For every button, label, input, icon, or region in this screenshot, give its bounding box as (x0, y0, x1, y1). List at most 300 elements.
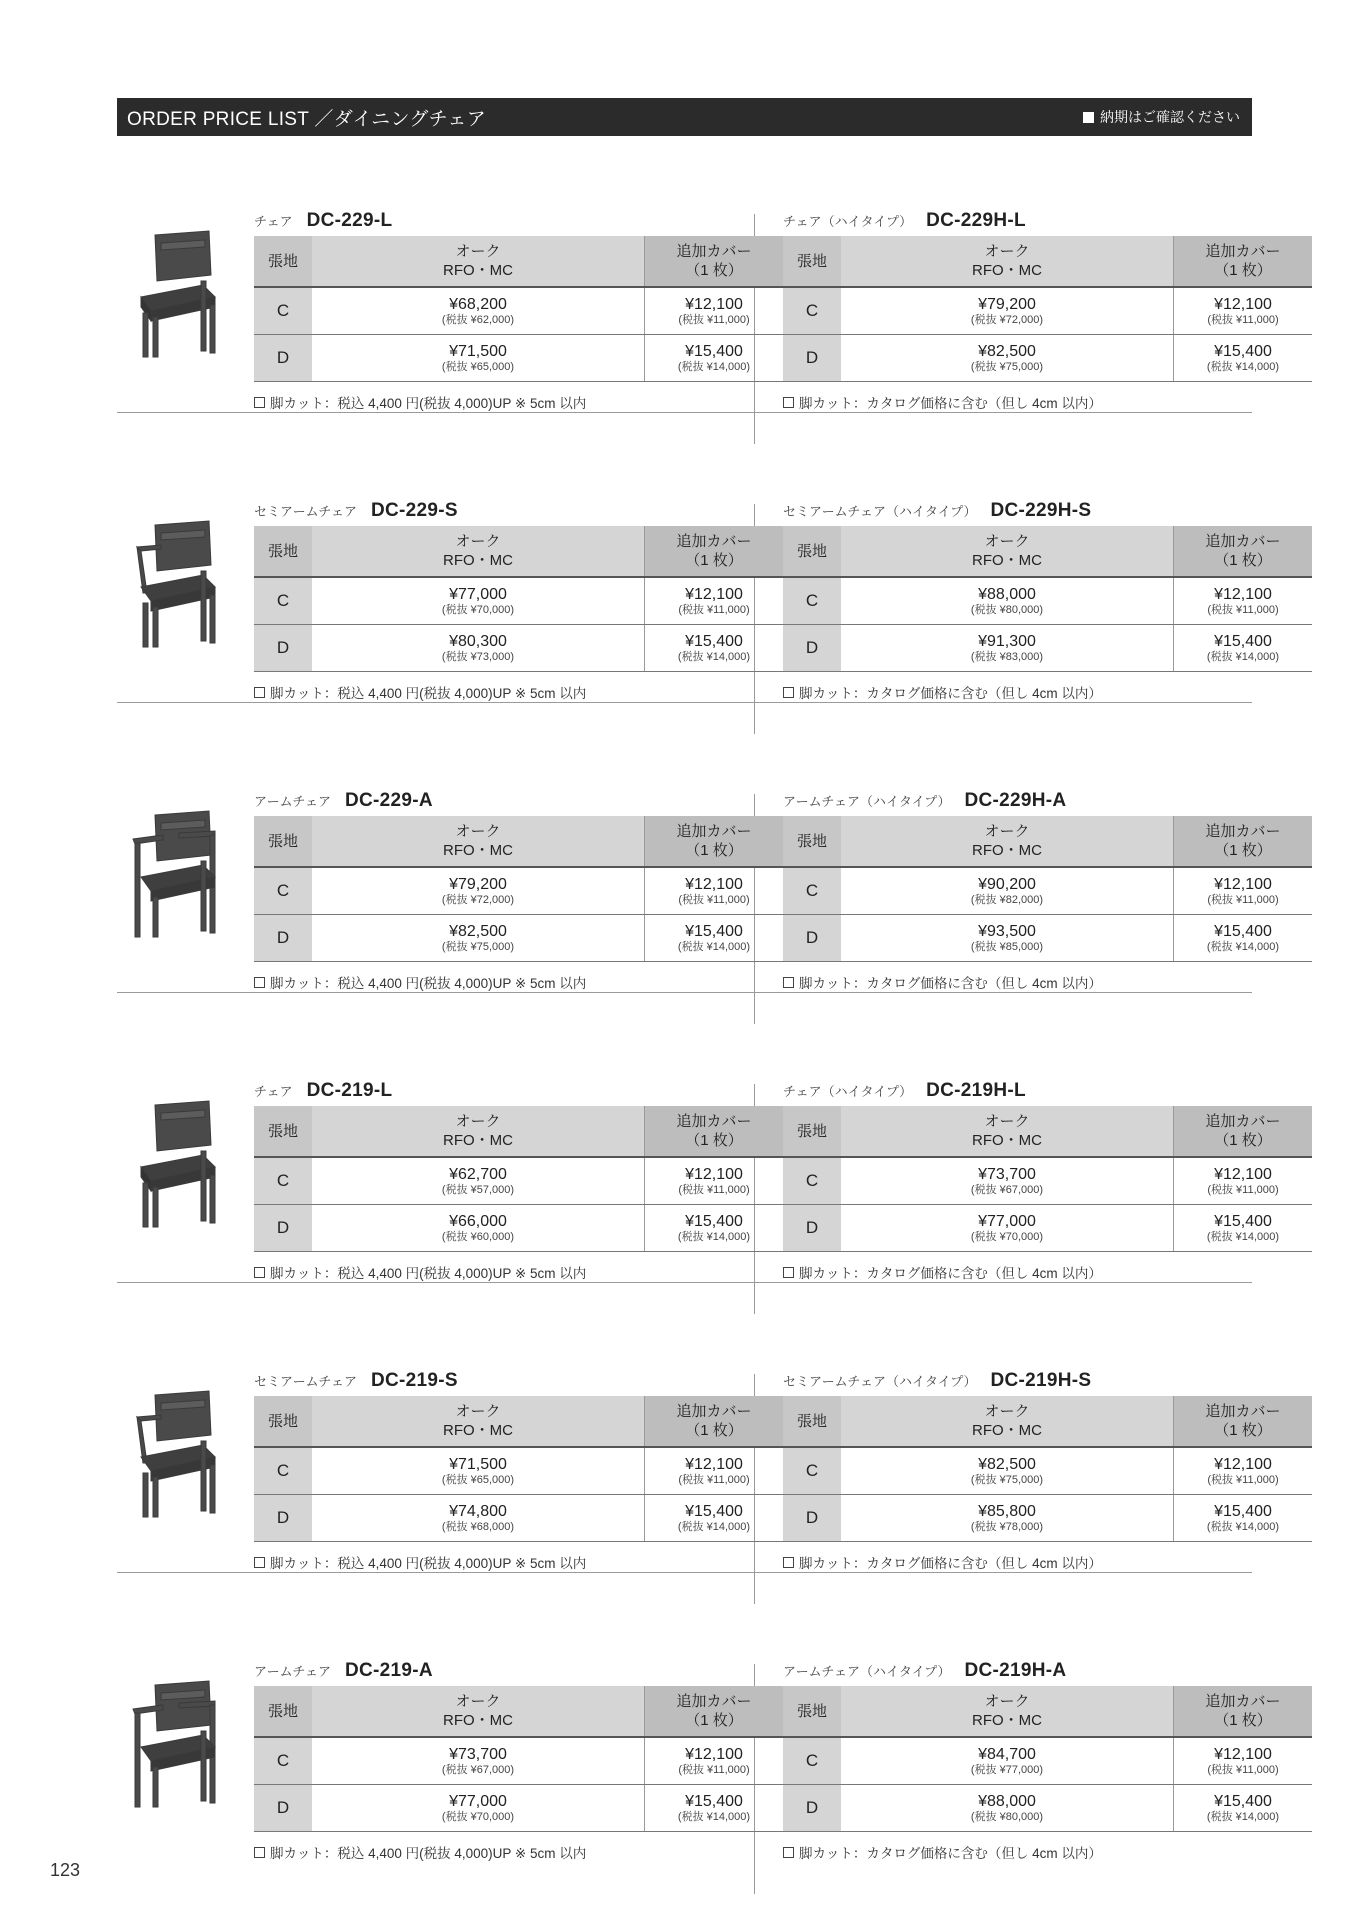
checkbox-icon (254, 1847, 265, 1858)
cover-header-line2: （1 枚） (1214, 842, 1272, 859)
price-table-header (254, 526, 783, 577)
square-bullet-icon (1083, 112, 1094, 123)
cover-header-line1: 追加カバー (1205, 1403, 1281, 1420)
cover-header-line1: 追加カバー (1205, 1693, 1281, 1710)
fabric-grade: C (254, 1447, 312, 1495)
oak-price: ¥93,500 (978, 923, 1036, 940)
fabric-header: 張地 (254, 1106, 312, 1157)
oak-header-line2: RFO・MC (972, 1132, 1042, 1149)
product-high-type (783, 500, 1281, 702)
table-row (783, 625, 1312, 672)
price-table-header (254, 816, 783, 867)
page-title: ORDER PRICE LIST ／ダイニングチェア (127, 108, 487, 130)
oak-header-line1: オーク (455, 1113, 501, 1130)
cover-header-line2: （1 枚） (685, 842, 743, 859)
oak-price-cell (841, 867, 1174, 915)
page-number: 123 (50, 1860, 81, 1880)
cover-price-cell (645, 1495, 784, 1542)
cover-price-ex-tax: (税抜 ¥11,000) (678, 604, 750, 616)
model-heading (254, 500, 724, 524)
price-table (254, 526, 783, 672)
price-table (254, 816, 783, 962)
model-heading (783, 210, 1253, 234)
oak-price-cell (312, 287, 645, 335)
oak-price-ex-tax: (税抜 ¥78,000) (970, 1521, 1044, 1533)
cover-header-line1: 追加カバー (1205, 823, 1281, 840)
product-high-type (783, 1660, 1281, 1862)
oak-price: ¥82,500 (978, 1456, 1036, 1473)
leg-cut-note (254, 392, 724, 412)
oak-price-cell (841, 577, 1174, 625)
fabric-grade: D (254, 915, 312, 962)
oak-price: ¥73,700 (449, 1746, 507, 1763)
oak-header-line1: オーク (984, 533, 1030, 550)
oak-header-line2: RFO・MC (972, 1712, 1042, 1729)
fabric-grade: D (783, 335, 841, 382)
oak-price-cell (312, 625, 645, 672)
table-row (783, 335, 1312, 382)
oak-header-line1: オーク (984, 1403, 1030, 1420)
product-high-type (783, 210, 1281, 412)
oak-price: ¥80,300 (449, 633, 507, 650)
oak-price: ¥82,500 (449, 923, 507, 940)
table-row (783, 577, 1312, 625)
model-code: DC-219-A (344, 1660, 433, 1681)
fabric-grade: C (783, 577, 841, 625)
cover-price: ¥12,100 (685, 296, 743, 313)
table-row (254, 867, 783, 915)
chair-no-arm-icon (117, 225, 237, 365)
cover-header-line1: 追加カバー (676, 533, 752, 550)
fabric-header: 張地 (783, 526, 841, 577)
fabric-grade: D (254, 1495, 312, 1542)
model-code: DC-219H-L (926, 1080, 1026, 1101)
cover-price: ¥12,100 (685, 1456, 743, 1473)
cover-header-line1: 追加カバー (1205, 243, 1281, 260)
cover-price-cell (645, 1447, 784, 1495)
fabric-grade: C (783, 867, 841, 915)
oak-header (312, 236, 645, 287)
oak-price-cell (841, 915, 1174, 962)
cover-price-cell (645, 625, 784, 672)
price-table (254, 1106, 783, 1252)
product-section (117, 440, 1281, 730)
leg-cut-note-text: 脚カット：カタログ価格に含む（但し 4cm 以内） (799, 976, 1102, 991)
fabric-header: 張地 (783, 236, 841, 287)
cover-header (1174, 1396, 1313, 1447)
cover-price: ¥12,100 (1214, 1746, 1272, 1763)
oak-header (312, 1396, 645, 1447)
oak-header-line2: RFO・MC (972, 552, 1042, 569)
leg-cut-note (783, 1842, 1253, 1862)
cover-price: ¥15,400 (685, 1503, 743, 1520)
cover-price-ex-tax: (税抜 ¥14,000) (1206, 1231, 1280, 1243)
oak-header (312, 1106, 645, 1157)
oak-price-ex-tax: (税抜 ¥65,000) (441, 361, 515, 373)
oak-header-line1: オーク (984, 1113, 1030, 1130)
leg-cut-note-text: 脚カット：カタログ価格に含む（但し 4cm 以内） (799, 686, 1102, 701)
cover-header-line2: （1 枚） (685, 552, 743, 569)
cover-price-ex-tax: (税抜 ¥11,000) (678, 1184, 750, 1196)
cover-header (1174, 526, 1313, 577)
fabric-grade: C (254, 1157, 312, 1205)
table-row (254, 1447, 783, 1495)
model-heading (254, 1080, 724, 1104)
cover-price: ¥15,400 (685, 633, 743, 650)
model-code: DC-219-S (370, 1370, 458, 1391)
cover-price: ¥15,400 (685, 343, 743, 360)
price-table-header (254, 1396, 783, 1447)
cover-price-cell (1174, 1495, 1313, 1542)
price-table (254, 1396, 783, 1542)
cover-header (1174, 236, 1313, 287)
cover-price: ¥12,100 (685, 876, 743, 893)
cover-price: ¥12,100 (1214, 586, 1272, 603)
fabric-grade: C (254, 867, 312, 915)
price-table (783, 1106, 1312, 1252)
leg-cut-note-text: 脚カット：カタログ価格に含む（但し 4cm 以内） (799, 1266, 1102, 1281)
leg-cut-note (783, 392, 1253, 412)
leg-cut-note-text: 脚カット：税込 4,400 円(税抜 4,000)UP ※ 5cm 以内 (270, 1266, 587, 1281)
fabric-grade: D (254, 1785, 312, 1832)
leg-cut-note (783, 682, 1253, 702)
model-type: セミアームチェア (254, 504, 357, 519)
cover-price: ¥15,400 (685, 1793, 743, 1810)
fabric-grade: D (254, 335, 312, 382)
model-code: DC-219-L (306, 1080, 393, 1101)
oak-header (841, 1396, 1174, 1447)
cover-price-cell (1174, 625, 1313, 672)
cover-price-cell (1174, 867, 1313, 915)
product-standard (254, 210, 752, 412)
cover-price-cell (645, 867, 784, 915)
leg-cut-note (783, 1552, 1253, 1572)
cover-header-line2: （1 枚） (685, 1712, 743, 1729)
table-row (254, 1157, 783, 1205)
product-standard (254, 1080, 752, 1282)
price-table (783, 236, 1312, 382)
cover-header-line1: 追加カバー (676, 1403, 752, 1420)
oak-price-ex-tax: (税抜 ¥77,000) (970, 1764, 1044, 1776)
leg-cut-note-text: 脚カット：税込 4,400 円(税抜 4,000)UP ※ 5cm 以内 (270, 396, 587, 411)
oak-price-ex-tax: (税抜 ¥70,000) (970, 1231, 1044, 1243)
oak-price: ¥71,500 (449, 343, 507, 360)
model-type: アームチェア（ハイタイプ） (783, 794, 951, 809)
cover-price-ex-tax: (税抜 ¥11,000) (1207, 1474, 1279, 1486)
cover-header (645, 816, 784, 867)
fabric-header: 張地 (783, 1686, 841, 1737)
oak-price-cell (312, 915, 645, 962)
cover-price-cell (645, 1157, 784, 1205)
oak-price-cell (841, 625, 1174, 672)
cover-header-line2: （1 枚） (1214, 1132, 1272, 1149)
fabric-header: 張地 (783, 1106, 841, 1157)
price-list-header (117, 98, 1252, 136)
checkbox-icon (254, 1267, 265, 1278)
oak-price-cell (312, 1205, 645, 1252)
cover-price-ex-tax: (税抜 ¥11,000) (1207, 604, 1279, 616)
cover-price-cell (1174, 1785, 1313, 1832)
fabric-grade: C (783, 1447, 841, 1495)
cover-price-ex-tax: (税抜 ¥11,000) (678, 1474, 750, 1486)
price-table (783, 816, 1312, 962)
cover-price: ¥15,400 (1214, 343, 1272, 360)
cover-price-ex-tax: (税抜 ¥11,000) (678, 314, 750, 326)
cover-price-ex-tax: (税抜 ¥14,000) (1206, 1521, 1280, 1533)
oak-header (841, 816, 1174, 867)
fabric-header: 張地 (254, 1686, 312, 1737)
model-code: DC-229H-L (926, 210, 1026, 231)
checkbox-icon (783, 397, 794, 408)
price-table (783, 1686, 1312, 1832)
section-separator (117, 1282, 1252, 1283)
oak-header (841, 236, 1174, 287)
model-heading (254, 1370, 724, 1394)
product-standard (254, 1660, 752, 1862)
product-high-type (783, 790, 1281, 992)
fabric-header: 張地 (254, 236, 312, 287)
cover-header (645, 1686, 784, 1737)
price-table-header (783, 816, 1312, 867)
model-code: DC-219H-S (990, 1370, 1092, 1391)
fabric-header: 張地 (783, 816, 841, 867)
oak-price-ex-tax: (税抜 ¥72,000) (970, 314, 1044, 326)
oak-header-line2: RFO・MC (443, 1132, 513, 1149)
oak-price-ex-tax: (税抜 ¥70,000) (441, 1811, 515, 1823)
oak-price-ex-tax: (税抜 ¥83,000) (970, 651, 1044, 663)
model-heading (254, 1660, 724, 1684)
cover-price-ex-tax: (税抜 ¥11,000) (1207, 1184, 1279, 1196)
fabric-grade: C (783, 1157, 841, 1205)
product-standard (254, 790, 752, 992)
oak-price-ex-tax: (税抜 ¥60,000) (441, 1231, 515, 1243)
fabric-grade: C (254, 577, 312, 625)
cover-price: ¥12,100 (1214, 876, 1272, 893)
cover-price-ex-tax: (税抜 ¥14,000) (1206, 651, 1280, 663)
model-code: DC-229-L (306, 210, 393, 231)
delivery-note (1083, 107, 1240, 127)
model-heading (783, 790, 1253, 814)
cover-price-cell (1174, 287, 1313, 335)
table-row (254, 335, 783, 382)
cover-header-line1: 追加カバー (1205, 1113, 1281, 1130)
table-row (254, 287, 783, 335)
fabric-grade: C (254, 287, 312, 335)
oak-header-line1: オーク (984, 1693, 1030, 1710)
price-table (783, 1396, 1312, 1542)
table-row (783, 1157, 1312, 1205)
cover-price-ex-tax: (税抜 ¥11,000) (1207, 1764, 1279, 1776)
model-code: DC-229-A (344, 790, 433, 811)
checkbox-icon (783, 1847, 794, 1858)
oak-price-ex-tax: (税抜 ¥80,000) (970, 604, 1044, 616)
table-row (783, 915, 1312, 962)
cover-header-line1: 追加カバー (676, 1693, 752, 1710)
checkbox-icon (783, 977, 794, 988)
oak-header (312, 526, 645, 577)
cover-header-line2: （1 枚） (685, 1422, 743, 1439)
chair-arm-icon (117, 1675, 237, 1815)
oak-header-line2: RFO・MC (972, 1422, 1042, 1439)
checkbox-icon (254, 1557, 265, 1568)
oak-price: ¥85,800 (978, 1503, 1036, 1520)
model-heading (254, 210, 724, 234)
table-row (254, 1495, 783, 1542)
cover-price-ex-tax: (税抜 ¥11,000) (678, 894, 750, 906)
cover-price-cell (645, 1737, 784, 1785)
fabric-grade: D (783, 1495, 841, 1542)
leg-cut-note-text: 脚カット：税込 4,400 円(税抜 4,000)UP ※ 5cm 以内 (270, 686, 587, 701)
model-heading (783, 1080, 1253, 1104)
fabric-header: 張地 (254, 816, 312, 867)
cover-header-line1: 追加カバー (676, 243, 752, 260)
table-row (783, 1205, 1312, 1252)
leg-cut-note (783, 1262, 1253, 1282)
price-table-header (783, 1686, 1312, 1737)
cover-price-cell (645, 335, 784, 382)
table-row (783, 1495, 1312, 1542)
cover-price: ¥15,400 (685, 923, 743, 940)
chair-semi-arm-icon (117, 515, 237, 655)
table-row (254, 1785, 783, 1832)
oak-price-ex-tax: (税抜 ¥75,000) (970, 1474, 1044, 1486)
cover-price-cell (645, 287, 784, 335)
fabric-grade: D (254, 625, 312, 672)
fabric-grade: D (783, 915, 841, 962)
oak-price: ¥68,200 (449, 296, 507, 313)
cover-price-ex-tax: (税抜 ¥14,000) (677, 1811, 751, 1823)
price-table-header (783, 526, 1312, 577)
oak-price-ex-tax: (税抜 ¥75,000) (441, 941, 515, 953)
fabric-grade: C (254, 1737, 312, 1785)
model-code: DC-229H-A (964, 790, 1067, 811)
price-table-header (254, 236, 783, 287)
cover-price: ¥12,100 (1214, 296, 1272, 313)
cover-header-line1: 追加カバー (676, 823, 752, 840)
cover-price-cell (645, 577, 784, 625)
cover-price-ex-tax: (税抜 ¥14,000) (677, 941, 751, 953)
cover-header (1174, 816, 1313, 867)
fabric-grade: D (783, 625, 841, 672)
product-high-type (783, 1370, 1281, 1572)
oak-price-cell (312, 1495, 645, 1542)
leg-cut-note (254, 1842, 724, 1862)
oak-price-ex-tax: (税抜 ¥57,000) (441, 1184, 515, 1196)
cover-header-line2: （1 枚） (685, 262, 743, 279)
product-section (117, 1600, 1281, 1890)
oak-price: ¥77,000 (449, 586, 507, 603)
cover-header (645, 1396, 784, 1447)
leg-cut-note-text: 脚カット：カタログ価格に含む（但し 4cm 以内） (799, 1556, 1102, 1571)
oak-header-line1: オーク (455, 1403, 501, 1420)
leg-cut-note (254, 682, 724, 702)
leg-cut-note-text: 脚カット：税込 4,400 円(税抜 4,000)UP ※ 5cm 以内 (270, 1556, 587, 1571)
oak-price-cell (841, 1157, 1174, 1205)
oak-price-cell (841, 1205, 1174, 1252)
oak-header-line1: オーク (455, 823, 501, 840)
oak-price: ¥79,200 (449, 876, 507, 893)
model-type: チェア（ハイタイプ） (783, 1084, 913, 1099)
oak-price-ex-tax: (税抜 ¥67,000) (441, 1764, 515, 1776)
price-table-header (254, 1686, 783, 1737)
product-high-type (783, 1080, 1281, 1282)
oak-price-cell (312, 1785, 645, 1832)
cover-price-cell (1174, 577, 1313, 625)
oak-header (841, 1106, 1174, 1157)
cover-price-cell (1174, 1737, 1313, 1785)
model-type: チェア (254, 214, 293, 229)
model-type: アームチェア (254, 1664, 331, 1679)
oak-price-ex-tax: (税抜 ¥72,000) (441, 894, 515, 906)
cover-header (645, 526, 784, 577)
cover-price-ex-tax: (税抜 ¥14,000) (1206, 361, 1280, 373)
oak-header-line2: RFO・MC (972, 842, 1042, 859)
oak-price: ¥77,000 (449, 1793, 507, 1810)
price-table-header (254, 1106, 783, 1157)
cover-header (1174, 1106, 1313, 1157)
oak-price: ¥77,000 (978, 1213, 1036, 1230)
cover-header-line2: （1 枚） (1214, 552, 1272, 569)
section-separator (117, 702, 1252, 703)
checkbox-icon (783, 687, 794, 698)
model-type: アームチェア (254, 794, 331, 809)
fabric-grade: D (254, 1205, 312, 1252)
cover-price: ¥15,400 (685, 1213, 743, 1230)
oak-header-line1: オーク (455, 1693, 501, 1710)
oak-price-cell (312, 1157, 645, 1205)
checkbox-icon (254, 977, 265, 988)
cover-header-line2: （1 枚） (685, 1132, 743, 1149)
product-standard (254, 1370, 752, 1572)
cover-price-cell (645, 915, 784, 962)
oak-price-cell (312, 1447, 645, 1495)
table-row (783, 1447, 1312, 1495)
oak-price-ex-tax: (税抜 ¥70,000) (441, 604, 515, 616)
model-type: チェア (254, 1084, 293, 1099)
oak-price-cell (841, 1785, 1174, 1832)
table-row (254, 915, 783, 962)
oak-header-line2: RFO・MC (443, 552, 513, 569)
oak-price-cell (312, 1737, 645, 1785)
cover-price: ¥12,100 (1214, 1456, 1272, 1473)
product-section (117, 1020, 1281, 1310)
oak-header-line1: オーク (455, 533, 501, 550)
checkbox-icon (254, 687, 265, 698)
model-code: DC-229-S (370, 500, 458, 521)
oak-header-line2: RFO・MC (443, 1422, 513, 1439)
cover-price-cell (1174, 335, 1313, 382)
oak-price-ex-tax: (税抜 ¥68,000) (441, 1521, 515, 1533)
table-row (783, 867, 1312, 915)
delivery-note-text: 納期はご確認ください (1100, 109, 1240, 125)
cover-price-ex-tax: (税抜 ¥14,000) (1206, 1811, 1280, 1823)
table-row (254, 1205, 783, 1252)
oak-price-ex-tax: (税抜 ¥85,000) (970, 941, 1044, 953)
price-table (254, 236, 783, 382)
oak-header-line2: RFO・MC (443, 1712, 513, 1729)
cover-price: ¥15,400 (1214, 923, 1272, 940)
chair-no-arm-icon (117, 1095, 237, 1235)
oak-price: ¥88,000 (978, 586, 1036, 603)
oak-header (312, 816, 645, 867)
oak-price-ex-tax: (税抜 ¥75,000) (970, 361, 1044, 373)
model-heading (783, 1660, 1253, 1684)
cover-price-ex-tax: (税抜 ¥14,000) (1206, 941, 1280, 953)
table-row (254, 577, 783, 625)
oak-price-cell (841, 1737, 1174, 1785)
cover-price: ¥15,400 (1214, 1793, 1272, 1810)
price-table (254, 1686, 783, 1832)
